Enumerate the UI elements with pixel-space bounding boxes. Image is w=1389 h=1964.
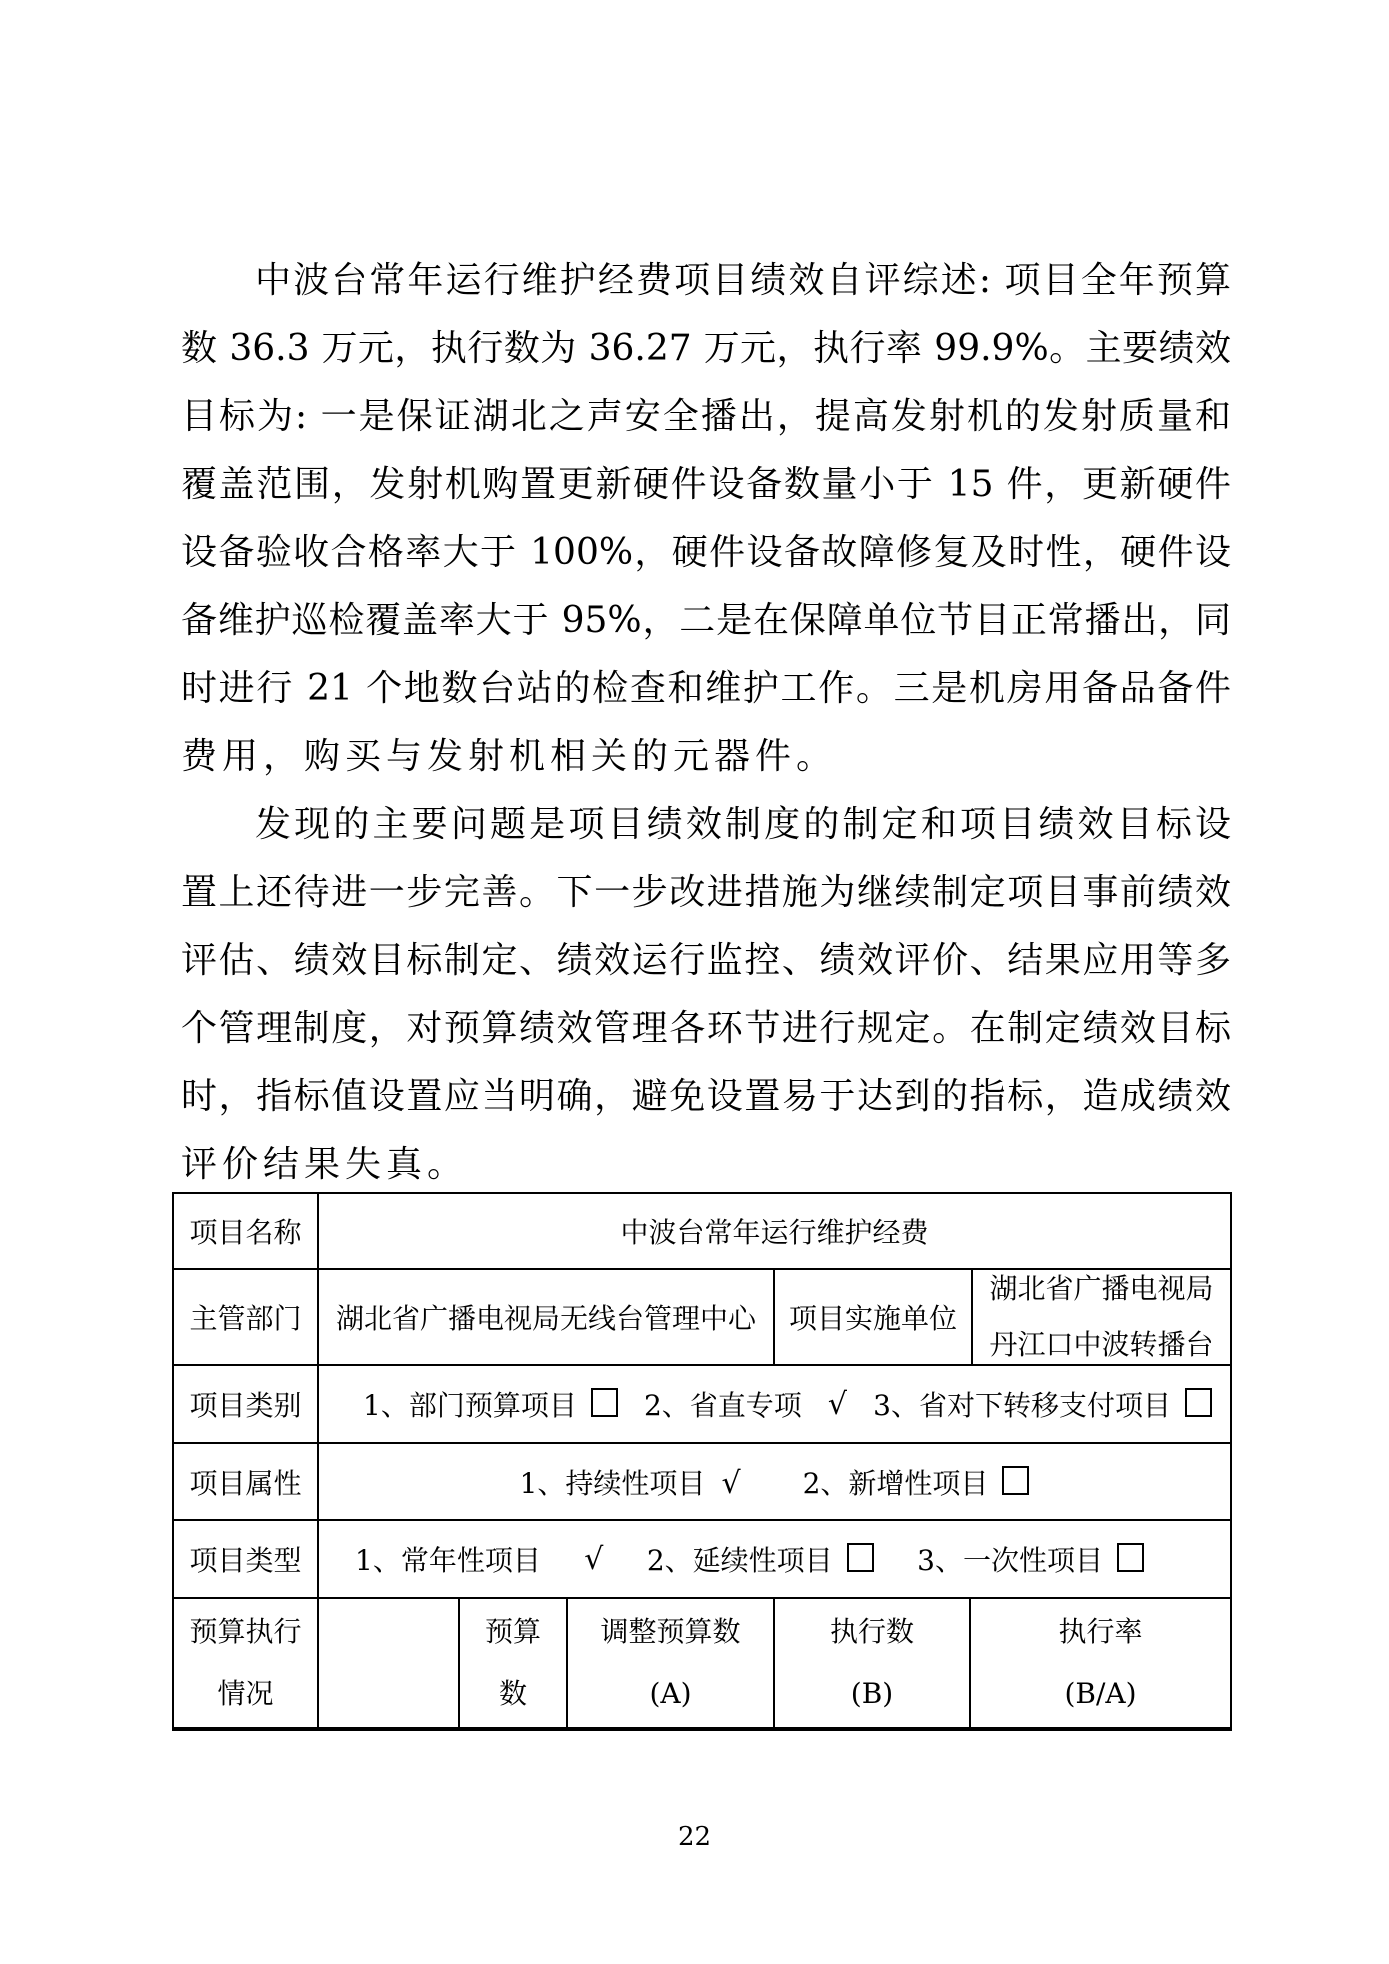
paragraph-line: 评估、绩效目标制定、绩效运行监控、绩效评价、结果应用等多 bbox=[181, 940, 1231, 981]
cell-text: 丹江口中波转播台 bbox=[989, 1328, 1214, 1361]
department-label bbox=[174, 1270, 319, 1364]
execution-rate-lines bbox=[1058, 1601, 1142, 1725]
type-option-1 bbox=[355, 1539, 541, 1579]
implementing-unit-lines bbox=[989, 1261, 1213, 1373]
executed-number-header bbox=[775, 1599, 971, 1727]
table-row-type bbox=[174, 1521, 1230, 1599]
check-mark: √ bbox=[584, 1541, 604, 1577]
checkbox-icon bbox=[1185, 1388, 1212, 1417]
cell-text: 项目名称 bbox=[189, 1216, 302, 1249]
cell-text: 中波台常年运行维护经费 bbox=[620, 1216, 929, 1249]
implementing-unit-value bbox=[973, 1270, 1230, 1364]
option-text: 3、一次性项目 bbox=[917, 1544, 1103, 1577]
executed-number-lines bbox=[830, 1601, 914, 1725]
category-option-1 bbox=[363, 1384, 618, 1424]
cell-text: 项目属性 bbox=[189, 1466, 302, 1500]
category-options bbox=[319, 1366, 1230, 1442]
cell-text: 项目类型 bbox=[189, 1544, 302, 1577]
budget-label bbox=[174, 1599, 319, 1727]
cell-text: 预算执行 bbox=[189, 1615, 302, 1648]
table-row-attribute bbox=[174, 1444, 1230, 1521]
type-options bbox=[319, 1521, 1230, 1597]
checkbox-icon bbox=[1002, 1466, 1029, 1495]
budget-number-lines bbox=[485, 1601, 541, 1725]
category-option-2 bbox=[644, 1384, 802, 1424]
cell-text: 执行数 bbox=[829, 1615, 914, 1648]
implementing-unit-label bbox=[775, 1270, 973, 1364]
category-label bbox=[174, 1366, 319, 1442]
paragraph-line: 时进行 21 个地数台站的检查和维护工作。三是机房用备品备件 bbox=[181, 668, 1231, 709]
option-text: 2、省直专项 bbox=[643, 1389, 802, 1422]
execution-rate-header bbox=[971, 1599, 1230, 1727]
option-text: 3、省对下转移支付项目 bbox=[873, 1389, 1171, 1422]
attribute-label bbox=[174, 1444, 319, 1519]
page-number: 22 bbox=[677, 1822, 712, 1852]
budget-label-lines bbox=[189, 1601, 301, 1725]
budget-empty-cell bbox=[319, 1599, 460, 1727]
cell-text: 湖北省广播电视局 bbox=[989, 1272, 1214, 1305]
paragraph-line: 备维护巡检覆盖率大于 95%，二是在保障单位节目正常播出，同 bbox=[181, 600, 1231, 641]
adjusted-budget-lines bbox=[600, 1601, 740, 1725]
cell-text: 执行率 bbox=[1058, 1615, 1143, 1648]
body-text bbox=[181, 247, 1231, 1199]
paragraph-line: 评价结果失真。 bbox=[181, 1144, 469, 1185]
paragraph-line: 置上还待进一步完善。下一步改进措施为继续制定项目事前绩效 bbox=[181, 872, 1231, 913]
budget-number-header bbox=[460, 1599, 568, 1727]
department-value bbox=[319, 1270, 775, 1364]
paragraph-line: 中波台常年运行维护经费项目绩效自评综述: 项目全年预算 bbox=[255, 260, 1231, 301]
paragraph-line: 目标为: 一是保证湖北之声安全播出，提高发射机的发射质量和 bbox=[181, 396, 1231, 437]
paragraph-line: 个管理制度，对预算绩效管理各环节进行规定。在制定绩效目标 bbox=[181, 1008, 1231, 1049]
paragraph-line: 设备验收合格率大于 100%，硬件设备故障修复及时性，硬件设 bbox=[181, 532, 1231, 573]
category-option-3 bbox=[873, 1384, 1212, 1424]
project-info-table bbox=[172, 1192, 1232, 1731]
option-text: 2、延续性项目 bbox=[646, 1544, 833, 1577]
type-option-2 bbox=[647, 1539, 874, 1579]
option-text: 1、部门预算项目 bbox=[363, 1389, 577, 1422]
paragraph-line: 发现的主要问题是项目绩效制度的制定和项目绩效目标设 bbox=[255, 804, 1231, 845]
table-row-category bbox=[174, 1366, 1230, 1444]
option-text: 1、常年性项目 bbox=[355, 1544, 541, 1577]
checkbox-icon bbox=[847, 1543, 874, 1572]
paragraph-line: 数 36.3 万元，执行数为 36.27 万元，执行率 99.9%。主要绩效 bbox=[181, 328, 1231, 369]
paragraph-line: 时，指标值设置应当明确，避免设置易于达到的指标，造成绩效 bbox=[181, 1076, 1231, 1117]
type-label bbox=[174, 1521, 319, 1597]
paragraph-line: 覆盖范围，发射机购置更新硬件设备数量小于 15 件，更新硬件 bbox=[181, 464, 1231, 505]
cell-text: 情况 bbox=[217, 1677, 274, 1710]
adjusted-budget-header bbox=[568, 1599, 775, 1727]
check-mark: √ bbox=[721, 1465, 741, 1501]
project-name-value bbox=[319, 1194, 1230, 1268]
option-text: 2、新增性项目 bbox=[802, 1466, 989, 1500]
cell-text: (B) bbox=[850, 1677, 894, 1710]
cell-text: 湖北省广播电视局无线台管理中心 bbox=[335, 1302, 756, 1335]
cell-text: (A) bbox=[649, 1677, 692, 1710]
cell-text: (B/A) bbox=[1064, 1677, 1137, 1710]
paragraph-line: 费用，购买与发射机相关的元器件。 bbox=[181, 736, 838, 777]
type-option-3 bbox=[917, 1539, 1144, 1579]
table-row-project-name bbox=[174, 1194, 1230, 1270]
cell-text: 主管部门 bbox=[189, 1302, 302, 1335]
checkbox-icon bbox=[591, 1388, 618, 1417]
cell-text: 数 bbox=[498, 1677, 527, 1710]
attribute-option-2 bbox=[803, 1462, 1030, 1502]
cell-text: 项目实施单位 bbox=[788, 1302, 957, 1335]
project-name-label bbox=[174, 1194, 319, 1268]
cell-text: 调整预算数 bbox=[600, 1615, 741, 1648]
checkbox-icon bbox=[1117, 1543, 1144, 1572]
check-mark: √ bbox=[827, 1386, 848, 1422]
cell-text: 预算 bbox=[484, 1615, 541, 1648]
attribute-option-1 bbox=[520, 1462, 741, 1502]
table-row-department bbox=[174, 1270, 1230, 1366]
table-row-budget bbox=[174, 1599, 1230, 1727]
option-text: 1、持续性项目 bbox=[519, 1466, 706, 1500]
attribute-options bbox=[319, 1444, 1230, 1519]
cell-text: 项目类别 bbox=[189, 1389, 302, 1422]
